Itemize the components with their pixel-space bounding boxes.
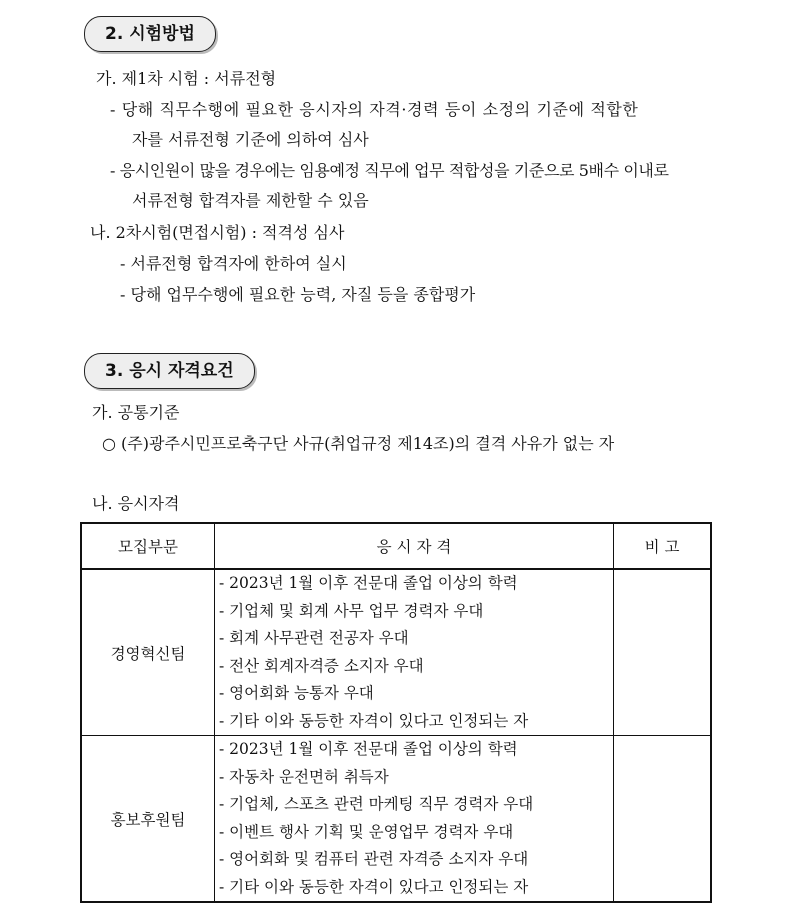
header-qualifications: 응 시 자 격 <box>215 523 614 569</box>
section-2-title: 2. 시험방법 <box>84 16 216 52</box>
qualification-item: - 전산 회계자격증 소지자 우대 <box>219 656 424 675</box>
section-3-title: 3. 응시 자격요건 <box>84 353 255 389</box>
common-criteria-heading: 가. 공통기준 <box>92 403 180 422</box>
qualification-item: - 기타 이와 동등한 자격이 있다고 인정되는 자 <box>219 711 529 730</box>
qualification-item: - 2023년 1월 이후 전문대 졸업 이상의 학력 <box>219 574 518 592</box>
qualification-item: - 영어회화 및 컴퓨터 관련 자격증 소지자 우대 <box>219 850 529 868</box>
stage-1-bullet-1-line-1: - 당해 직무수행에 필요한 응시자의 자격·경력 등이 소정의 기준에 적합한 <box>110 100 639 119</box>
common-criteria-item: ○ (주)광주시민프로축구단 사규(취업규정 제14조)의 결격 사유가 없는 자 <box>102 434 615 453</box>
qualification-item: - 기업체, 스포츠 관련 마케팅 직무 경력자 우대 <box>219 795 534 813</box>
remarks-cell <box>614 569 712 736</box>
table-header-row <box>81 523 711 569</box>
stage-1-bullet-2-line-1: - 응시인원이 많을 경우에는 임용예정 직무에 업무 적합성을 기준으로 5배수 이내로 <box>110 161 669 180</box>
test-stage-2-heading: 나. 2차시험(면접시험) : 적격성 심사 <box>90 223 345 242</box>
stage-1-bullet-1-line-2: 자를 서류전형 기준에 의하여 심사 <box>132 130 369 149</box>
qualification-item: - 영어회화 능통자 우대 <box>219 684 374 702</box>
qualifications-cell <box>215 569 614 736</box>
qualification-item: - 2023년 1월 이후 전문대 졸업 이상의 학력 <box>219 740 518 758</box>
department-cell: 홍보후원팀 <box>81 736 215 903</box>
eligibility-table <box>80 522 712 903</box>
eligibility-heading: 나. 응시자격 <box>92 494 180 513</box>
test-stage-1-heading: 가. 제1차 시험 : 서류전형 <box>96 69 277 88</box>
table-row <box>81 569 711 736</box>
qualification-item: - 기업체 및 회계 사무 업무 경력자 우대 <box>219 601 484 620</box>
qualification-item: - 회계 사무관련 전공자 우대 <box>219 629 409 647</box>
stage-1-bullet-2-line-2: 서류전형 합격자를 제한할 수 있음 <box>132 191 369 210</box>
table-row <box>81 736 711 903</box>
qualification-item: - 이벤트 행사 기획 및 운영업무 경력자 우대 <box>219 822 514 841</box>
qualification-item: - 자동차 운전면허 취득자 <box>219 767 389 786</box>
qualification-item: - 기타 이와 동등한 자격이 있다고 인정되는 자 <box>219 877 529 896</box>
stage-2-bullet-1: - 서류전형 합격자에 한하여 실시 <box>120 254 347 273</box>
header-remarks: 비 고 <box>614 523 712 569</box>
stage-2-bullet-2: - 당해 업무수행에 필요한 능력, 자질 등을 종합평가 <box>120 285 476 304</box>
qualifications-cell <box>215 736 614 903</box>
remarks-cell <box>614 736 712 903</box>
header-department: 모집부문 <box>81 523 215 569</box>
department-cell: 경영혁신팀 <box>81 569 215 736</box>
